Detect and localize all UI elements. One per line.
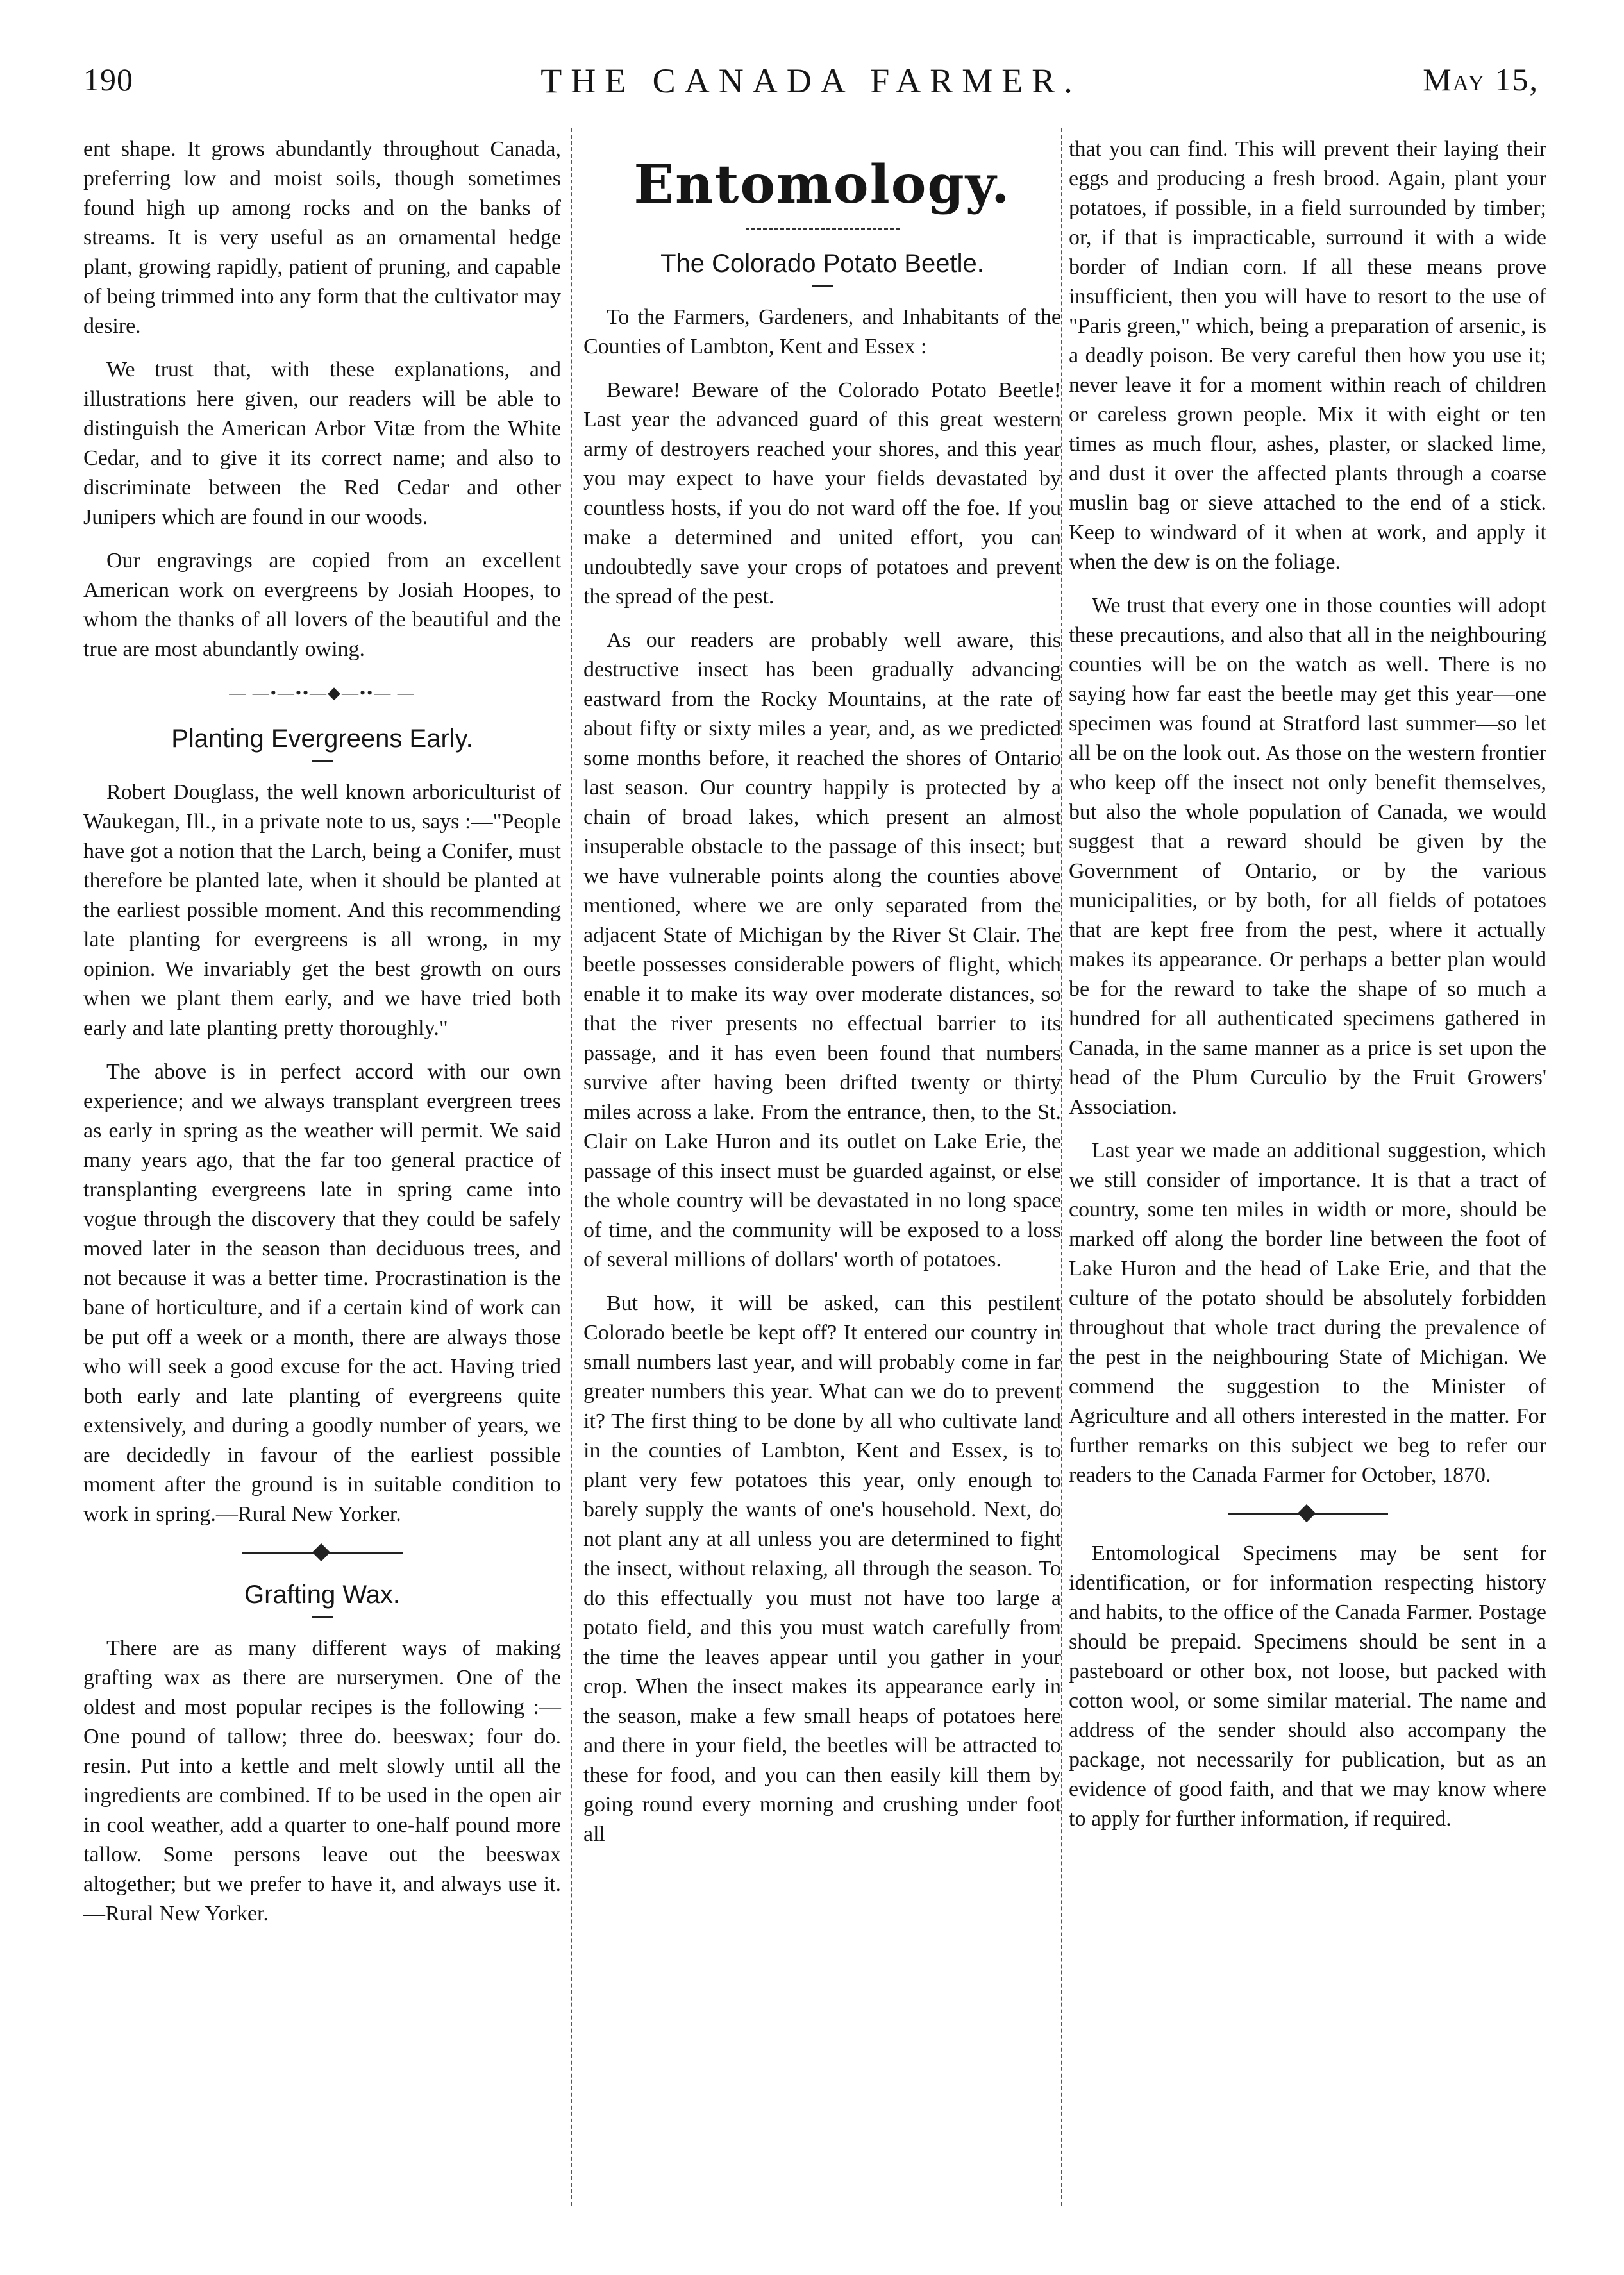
page-number: 190 (83, 62, 133, 97)
running-header (83, 61, 1539, 112)
column-3 (1069, 135, 1546, 1848)
paragraph: Our engravings are copied from an excellent American work on evergreens by Josiah Hoopes, to whom the thanks of all lovers of the beautiful and the true are most abundantly owing. (83, 549, 561, 661)
paragraph: Beware! Beware of the Colorado Potato Beetle! Last year the advanced guard of this great western army of destroyers reached your shores, and this year you may expect to have your fields devastated by countless hosts, if you do not ward off the foe. If you make a determined and united effort, you can undoubtedly save your crops of potatoes and prevent the spread of the pest. (583, 378, 1061, 609)
paragraph: We trust that, with these explanations, and illustrations here given, our readers will be able to distinguish the American Arbor Vitæ from the White Cedar, and to give it its correct name; and also to discriminate between the Red Cedar and other Junipers which are found in our woods. (83, 358, 561, 529)
tailpiece-divider (1228, 1508, 1388, 1520)
notice-paragraph: Entomological Specimens may be sent for identification, or for information respecting history and habits, to the office of the Canada Farmer. Postage should be prepaid. Specimens should be sent in a pasteboard or other box, not loose, but packed with cotton wool, or some similar material. The name and address of the sender should also accompany the package, not necessarily for publication, but as an evidence of good faith, and that we may know where to apply for further information, if required. (1069, 1541, 1546, 1831)
paragraph: that you can find. This will prevent their laying their eggs and producing a fresh brood. Again, plant your potatoes, if possible, in a field surrounded by timber; or, if that is impracticable, surround it with a wide border of Indian corn. If all these means prove insufficient, then you will have to resort to the use of "Paris green," which, being a preparation of arsenic, is a deadly poison. Be very careful then how you use it; never leave it for a moment within reach of children or careless grown people. Mix it with eight or ten times as much flour, ashes, plaster, or slacked lime, and dust it over the affected plants through a coarse muslin bag or sieve attached to the end of a stick. Keep to windward of it when at work, and apply it when the dew is on the foliage. (1069, 137, 1546, 574)
paragraph: We trust that every one in those counties will adopt these precautions, and also that all in the neighbouring counties will be on the watch as well. There is no saying how far east the beetle may get this year—one specimen was found at Stratford last summer—so let all be on the look out. As those on the western frontier who keep off the insect not only benefit themselves, but also the whole population of Canada, we would suggest that a reward should be given by the Government of Ontario, or by the various municipalities, or by both, for all fields of potatoes that are kept free from the pest, where it actually makes its appearance. Or perhaps a better plan would be for the reward to take the shape of so much a hundred for all authenticated specimens gathered in Canada, in the same manner as a price is set upon the head of the Plum Curculio by the Fruit Growers' Association. (1069, 594, 1546, 1119)
dashed-rule (746, 228, 900, 230)
paragraph: But how, it will be asked, can this pestilent Colorado beetle be kept off? It entered our country in small numbers last year, and will probably come in far greater numbers this year. What can we do to prevent it? The first thing to be done by all who cultivate land in the counties of Lambton, Kent and Essex, is to plant very few potatoes this year, only enough to barely supply the wants of one's household. Next, do not plant any at all unless you are determined to fight the insect, without relaxing, all through the season. To do this effectually you must not have too large a potato field, and this you must watch carefully from the time the leaves appear until you gather in your crop. When the insect makes its appearance early in the season, make a few small heaps of potatoes here and there in your field, the beetles will be attracted to these for food, and you can then easily kill them by going round every morning and crushing under foot all (583, 1291, 1061, 1846)
paragraph: As our readers are probably well aware, this destructive insect has been gradually advancing eastward from the Rocky Mountains, at the rate of about fifty or sixty miles a year, and, as we predicted some months before, it reached the shores of Ontario last season. Our country happily is protected by a chain of broad lakes, which present an almost insuperable obstacle to the passage of this insect; but we have vulnerable points along the counties above mentioned, where we are only separated from the adjacent State of Michigan by the River St Clair. The beetle possesses considerable powers of flight, which enable it to make its way over moderate distances, so that the river presents no effectual barrier to its passage, and it has even been found that numbers survive after having been drifted twenty or thirty miles across a lake. From the entrance, then, to the St. Clair on Lake Huron and its outlet on Lake Erie, the passage of this insect must be guarded against, or else the whole country will be devastated in no long space of time, and the community will be exposed to a loss of several millions of dollars' worth of potatoes. (583, 628, 1061, 1272)
paragraph: ent shape. It grows abundantly throughout Canada, preferring low and moist soils, though sometimes found high up among rocks and on the banks of streams. It is very useful as an ornamental hedge plant, growing rapidly, patient of pruning, and capable of being trimmed into any form that the cultivator may desire. (83, 137, 561, 338)
masthead: THE CANADA FARMER. (540, 62, 1082, 100)
paragraph: The above is in perfect accord with our own experience; and we always transplant evergreen trees as early in spring as the weather will permit. We said many years ago, that the far too general practice of transplanting evergreens late in spring came into vogue through the discovery that they could be safely moved later in the season than deciduous trees, and not because it was a better time. Procrastination is the bane of horticulture, and if a certain kind of work can be put off a week or a month, there are always those who will seek a good excuse for the act. Having tried both early and late planting of evergreens quite extensively, and during a goodly number of years, we are decidedly in favour of the earliest possible moment after the ground is in suitable condition to work in spring.—Rural New Yorker. (83, 1060, 561, 1526)
column-1 (83, 135, 561, 1943)
column-rule-left (571, 128, 572, 2206)
ornament-divider: — —•—••—◆—••— — (229, 684, 415, 702)
paragraph: Last year we made an additional suggestion, which we still consider of importance. It is that a tract of country, some ten miles in width or more, should be marked off along the border line between the foot of Lake Huron and the head of Lake Erie, and that the culture of the potato should be absolutely forbidden throughout that whole tract during the prevalence of the pest in the neighbouring State of Michigan. We commend the suggestion to the Minister of Agriculture and all others interested in the matter. For further remarks on this subject we beg to refer our readers to the Canada Farmer for October, 1870. (1069, 1139, 1546, 1487)
short-rule (812, 285, 833, 287)
address-paragraph: To the Farmers, Gardeners, and Inhabitants of the Counties of Lambton, Kent and Essex : (583, 305, 1061, 358)
column-rule-right (1061, 128, 1062, 2206)
issue-date: May 15, (1423, 62, 1539, 97)
short-rule (312, 1616, 333, 1618)
article-heading-grafting: Grafting Wax. (244, 1581, 401, 1609)
diamond-icon (312, 1543, 330, 1561)
column-2 (583, 135, 1061, 1863)
paragraph: There are as many different ways of making grafting wax as there are nurserymen. One of the oldest and most popular recipes is the following :—One pound of tallow; three do. beeswax; four do. resin. Put into a kettle and melt slowly until all the ingredients are combined. If to be used in the open air in cool weather, add a quarter to one-half pound more tallow. Some persons leave out the beeswax altogether; but we prefer to have it, and always use it.—Rural New Yorker. (83, 1636, 561, 1926)
paragraph: Robert Douglass, the well known arboriculturist of Waukegan, Ill., in a private note to us, says :—"People have got a notion that the Larch, being a Conifer, must therefore be planted late, when it should be planted at the earliest possible moment. And this recommending late planting for evergreens is all wrong, in my opinion. We invariably get the best growth on ours when we plant them early, and we have tried both early and late planting pretty thoroughly." (83, 780, 561, 1040)
tailpiece-divider (242, 1547, 403, 1559)
short-rule (312, 760, 333, 762)
article-heading-beetle: The Colorado Potato Beetle. (660, 249, 984, 278)
diamond-icon (1297, 1504, 1315, 1522)
section-title: Entomology. (633, 154, 1011, 215)
article-heading-planting: Planting Evergreens Early. (171, 725, 473, 753)
